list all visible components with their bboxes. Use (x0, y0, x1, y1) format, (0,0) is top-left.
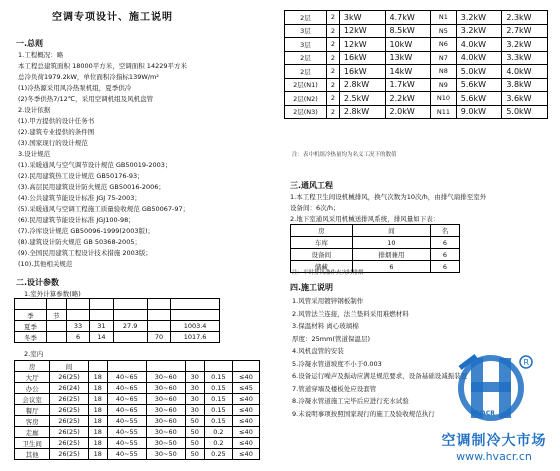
hvacr-cn-name: 空调制冷大市场 (441, 433, 547, 449)
table-cell: 2层 (285, 11, 327, 25)
table-cell: 6 (430, 249, 459, 261)
table-cell: N7 (431, 51, 457, 65)
table-cell: 40~65 (107, 372, 146, 383)
table-row (15, 416, 260, 427)
table-cell: 14kW (385, 65, 431, 79)
table-cell: 0.15 (204, 372, 232, 383)
table-row (285, 92, 548, 106)
text-line: (10).其他相关规范 (18, 260, 73, 268)
table-cell: 3.2kW (456, 24, 502, 38)
table-cell: 4.7kW (385, 11, 431, 25)
table-cell: 27.9 (113, 321, 147, 332)
table-cell: 30~60 (146, 372, 185, 383)
hvacr-brand-text: HVACR (472, 410, 495, 417)
table-cell: 8.5kW (385, 24, 431, 38)
section-1-body (18, 50, 189, 270)
table-cell: 26(25) (50, 427, 88, 438)
table-cell: 5.6kW (456, 78, 502, 92)
table-cell (46, 332, 66, 343)
table-cell: ≤40 (232, 405, 259, 416)
table-cell: 10kW (385, 38, 431, 52)
table-cell (90, 299, 113, 310)
table-cell: 30~60 (146, 416, 185, 427)
table-row (285, 38, 548, 52)
table-cell: 2层 (285, 65, 327, 79)
table-cell: 6 (66, 332, 89, 343)
table-cell: 40~55 (107, 416, 146, 427)
table-cell (113, 332, 147, 343)
table-cell: 40~55 (107, 438, 146, 449)
table-cell: ≤40 (232, 372, 259, 383)
table-cell: ≤40 (232, 394, 259, 405)
table-cell: 5.6kW (456, 92, 502, 106)
text-line: 2.地下室通风采用机械送排风系统，排风量如下表： (290, 215, 440, 223)
table-cell: 14 (90, 332, 113, 343)
table-cell: 18 (88, 427, 107, 438)
table-cell: 0.15 (204, 394, 232, 405)
outdoor-params-table (14, 298, 220, 343)
text-line: (1)冷热源采用风冷热泵机组，夏季供冷 (18, 84, 132, 92)
table-cell (185, 361, 204, 372)
text-line: (7).冷库设计规范 GB50096-1999(2003版)； (18, 227, 155, 235)
section-3-body (290, 192, 486, 225)
table-cell: 2层(N1) (285, 78, 327, 92)
table-cell: 12kW (339, 24, 385, 38)
text-line: 厚度：25mm(管道保温层) (292, 334, 371, 343)
table-row (285, 65, 548, 79)
table-cell: 3.6kW (502, 92, 548, 106)
table-cell: 40~55 (107, 427, 146, 438)
table-header-row (291, 225, 460, 237)
table-cell (66, 299, 89, 310)
text-line: (8).建筑设计防火规范 GB 50368-2005； (18, 238, 141, 246)
table-cell: 26(24) (50, 383, 88, 394)
table-cell: 6 (430, 261, 459, 273)
ventilation-table (290, 224, 460, 273)
section-4-heading: 四.施工说明 (290, 283, 334, 292)
table-cell: 30 (185, 372, 204, 383)
table-cell: 50 (185, 427, 204, 438)
table-cell: 储藏 (291, 261, 353, 273)
table-cell: 2 (327, 78, 340, 92)
table-row (291, 249, 460, 261)
table-cell: ≤40 (232, 427, 259, 438)
text-line: (3).高层民用建筑设计防火规范 GB50016-2006； (18, 183, 165, 191)
table-cell: 间 (352, 225, 430, 237)
table-cell: N5 (431, 24, 457, 38)
table-cell: 30~60 (146, 394, 185, 405)
table-row (15, 405, 260, 416)
table-cell: 排烟兼用 (352, 249, 430, 261)
table-cell (171, 310, 220, 321)
table-cell: 2层(N2) (285, 92, 327, 106)
table-cell: 0.25 (204, 449, 232, 460)
text-line: 8.冷凝水管道施工完毕后应进行充水试验 (292, 397, 409, 405)
table-cell: 节 (46, 310, 66, 321)
table-cell: 3层 (285, 24, 327, 38)
table-cell: 大厅 (15, 372, 50, 383)
table-cell: 2.2kW (385, 92, 431, 106)
table-cell: 12kW (339, 38, 385, 52)
table-cell: 30 (185, 405, 204, 416)
table-cell (66, 310, 89, 321)
text-line: 7.管道穿墙及楼板处应设套管 (292, 384, 377, 393)
table-cell: 1017.6 (171, 332, 220, 343)
table-cell: 2 (327, 11, 340, 25)
table-cell: 50 (185, 449, 204, 460)
table-cell: 26(25) (50, 405, 88, 416)
table-cell: 3.2kW (456, 11, 502, 25)
table-cell: N1 (431, 11, 457, 25)
table-cell: 10 (352, 237, 430, 249)
table-row (15, 372, 260, 383)
table-cell: 30~50 (146, 449, 185, 460)
table-cell: 间 (50, 361, 88, 372)
table-cell: 2.5kW (339, 92, 385, 106)
text-line: 5.冷凝水管道坡度不小于0.003 (292, 359, 382, 368)
table-cell: 2 (327, 38, 340, 52)
text-line: (6).民用建筑节能设计标准 JGJ100-98； (18, 216, 135, 224)
table-cell: 30 (185, 383, 204, 394)
table-cell: 18 (88, 372, 107, 383)
table-cell: 房 (15, 361, 50, 372)
table-row (15, 332, 220, 343)
table-cell: 季 (15, 310, 47, 321)
text-line: (3).国家现行的设计规范 (18, 139, 88, 147)
section-2-heading: 二.设计参数 (16, 278, 60, 287)
table-cell (15, 299, 47, 310)
table-cell (46, 299, 66, 310)
table-cell: 5.0kW (502, 105, 548, 119)
equipment-table (284, 10, 548, 119)
table-cell: 2.3kW (502, 11, 548, 25)
table-cell: 50 (185, 438, 204, 449)
table-cell: 3.3kW (502, 51, 548, 65)
table-cell: 18 (88, 394, 107, 405)
table-cell: 30 (185, 394, 204, 405)
table-cell (171, 299, 220, 310)
table-cell: 26(25) (50, 394, 88, 405)
text-line: 3.设计规范 (18, 150, 51, 158)
table-cell: 3.8kW (502, 78, 548, 92)
table-cell: 4.0kW (456, 51, 502, 65)
table-cell: 2 (327, 92, 340, 106)
table-cell: 6 (430, 237, 459, 249)
table-cell (147, 310, 170, 321)
document-title: 空调专项设计、施工说明 (52, 12, 173, 23)
table-row (15, 427, 260, 438)
table-cell: 26(25) (50, 449, 88, 460)
table-cell (146, 361, 185, 372)
table-cell: 2 (327, 105, 340, 119)
table-cell: 2层 (285, 51, 327, 65)
table-row (285, 11, 548, 25)
table-row (15, 438, 260, 449)
section-1-heading: 一.总则 (16, 39, 44, 48)
table-cell: 走廊 (15, 427, 50, 438)
table-cell: 0.15 (204, 383, 232, 394)
table-cell: 5.0kW (456, 65, 502, 79)
table-cell: 16kW (339, 65, 385, 79)
table-cell: 会议室 (15, 394, 50, 405)
table-cell: 餐厅 (15, 405, 50, 416)
table-cell: 40~65 (107, 405, 146, 416)
table-cell: 18 (88, 405, 107, 416)
text-line: (5).采暖通风与空调工程施工质量验收规范 GB50067-97； (18, 205, 190, 213)
text-line: (2).建筑专业提供的条件图 (18, 128, 95, 136)
table-cell: 0.2 (204, 438, 232, 449)
table-cell: 16kW (339, 51, 385, 65)
table-cell: N11 (431, 105, 457, 119)
table-cell (147, 321, 170, 332)
table-cell: ≤40 (232, 416, 259, 427)
table-cell: 2.8kW (339, 105, 385, 119)
table-cell: 3kW (339, 11, 385, 25)
text-line: 3.保温材料 离心玻璃棉 (292, 322, 359, 330)
text-line: (2)冬季供热7/12℃，采用空调机组及风机盘管 (18, 95, 154, 103)
table-cell: 26(25) (50, 372, 88, 383)
table-cell: 70 (147, 332, 170, 343)
table-cell: 18 (88, 416, 107, 427)
table-cell: 31 (90, 321, 113, 332)
text-line: 9.未说明事项按照国家现行的施工及验收规范执行 (292, 409, 435, 418)
table-cell: 4.0kW (502, 65, 548, 79)
table-cell: N9 (431, 78, 457, 92)
table-cell: 2 (327, 51, 340, 65)
table-cell: 其他 (15, 449, 50, 460)
text-line: (9).全国民用建筑工程设计技术措施 2003版； (18, 249, 152, 257)
table-cell (232, 361, 259, 372)
table-row (285, 105, 548, 119)
table-cell: 4.0kW (456, 38, 502, 52)
svg-text:R: R (523, 358, 530, 367)
table-cell (113, 310, 147, 321)
table-cell: 名 (430, 225, 459, 237)
table-cell: 30~60 (146, 427, 185, 438)
table-cell: 18 (88, 438, 107, 449)
table-cell: ≤40 (232, 438, 259, 449)
table-row (285, 24, 548, 38)
table-header-row (15, 310, 220, 321)
table-row (15, 383, 260, 394)
indoor-params-table (14, 360, 260, 460)
text-line: (4).公共建筑节能设计标准 JGJ 75-2003； (18, 194, 141, 202)
table-cell: 18 (88, 383, 107, 394)
table-cell: 26(25) (50, 416, 88, 427)
indoor-params-label: 2.室内 (24, 350, 44, 358)
table-cell: 40~65 (107, 394, 146, 405)
text-line: 2.风管法兰连接，法兰垫料采用难燃材料 (292, 309, 409, 318)
table-cell (46, 321, 66, 332)
table-cell: 车库 (291, 237, 353, 249)
table-cell: 50 (185, 416, 204, 427)
table-header-row (15, 299, 220, 310)
table-cell: 30~50 (146, 438, 185, 449)
text-line: (1).甲方提供的设计任务书 (18, 117, 95, 125)
table-cell: 2层(N3) (285, 105, 327, 119)
table-cell: 客房 (15, 416, 50, 427)
table-cell: 2 (327, 24, 340, 38)
text-line: 4.风机盘管的安装 (292, 347, 344, 355)
table-cell: 3.2kW (502, 38, 548, 52)
table-cell (113, 299, 147, 310)
outdoor-params-label: 1.室外计算参数(略) (24, 290, 81, 298)
table-cell: 卫生间 (15, 438, 50, 449)
table-cell: ≤45 (232, 383, 259, 394)
text-line: 6.设备运行噪声及振动应满足规范要求，设备基础设减振装置 (292, 372, 468, 380)
text-line: 1.风管采用镀锌钢板制作 (292, 297, 364, 305)
table-cell: 0.15 (204, 405, 232, 416)
table-cell: 0.2 (204, 427, 232, 438)
table-cell: 2.8kW (339, 78, 385, 92)
table-cell (147, 299, 170, 310)
table-cell (107, 361, 146, 372)
text-line: 1.本工程卫生间设机械排风，换气次数为10次/h，由排气扇排至室外 (290, 193, 487, 201)
table-cell: 1.7kW (385, 78, 431, 92)
table-cell: 40~65 (107, 383, 146, 394)
section-3-heading: 三.通风工程 (290, 181, 334, 190)
table-cell: 30~60 (146, 405, 185, 416)
table-header-row (15, 361, 260, 372)
table-cell: 0.15 (204, 416, 232, 427)
table-row (15, 449, 260, 460)
text-line: (1).采暖通风与空气调节设计规范 GB50019-2003； (18, 161, 172, 169)
table-cell: 夏季 (15, 321, 47, 332)
table-row (15, 321, 220, 332)
table-cell: 设备间 (291, 249, 353, 261)
table-cell: 13kW (385, 51, 431, 65)
table-cell: 3层 (285, 38, 327, 52)
table-cell: 2.7kW (502, 24, 548, 38)
table-cell: 18 (88, 449, 107, 460)
text-line: 总冷负荷1979.2kW，单位面积冷指标139W/m² (18, 73, 159, 81)
text-line: 1.工程概况：略 (18, 51, 64, 59)
hvacr-watermark (434, 352, 554, 470)
table-cell: N10 (431, 92, 457, 106)
table-cell: 房 (291, 225, 353, 237)
equipment-note: 注：表中机组冷热量均为名义工况下的数值 (292, 152, 397, 158)
table-cell: 办公 (15, 383, 50, 394)
table-cell (90, 310, 113, 321)
table-row (15, 394, 260, 405)
table-cell: 冬季 (15, 332, 47, 343)
table-cell (204, 361, 232, 372)
hvacr-logo-icon (446, 352, 536, 430)
table-cell (88, 361, 107, 372)
table-cell: ≤40 (232, 449, 259, 460)
text-line: 本工程总建筑面积 18000平方米，空调面积 14229平方米 (18, 62, 187, 70)
table-cell: N6 (431, 38, 457, 52)
table-cell: 30~60 (146, 383, 185, 394)
table-cell: 26(25) (50, 438, 88, 449)
table-row (285, 78, 548, 92)
text-line: 设备间：6次/h； (290, 204, 340, 212)
table-cell: 9.0kW (456, 105, 502, 119)
table-cell: N8 (431, 65, 457, 79)
table-cell: 2.0kW (385, 105, 431, 119)
text-line: 2.设计依据 (18, 106, 51, 114)
hvacr-url: www.hvacr.cn (456, 450, 532, 463)
table-cell: 1003.4 (171, 321, 220, 332)
ventilation-note: 注：平时排风兼作火灾时排烟 (292, 270, 364, 276)
table-cell: 33 (66, 321, 89, 332)
table-row (291, 237, 460, 249)
table-row (285, 51, 548, 65)
text-line: (2).民用建筑热工设计规范 GB50176-93； (18, 172, 144, 180)
table-cell: 2 (327, 65, 340, 79)
table-cell: 40~55 (107, 449, 146, 460)
table-cell: 6 (352, 261, 430, 273)
